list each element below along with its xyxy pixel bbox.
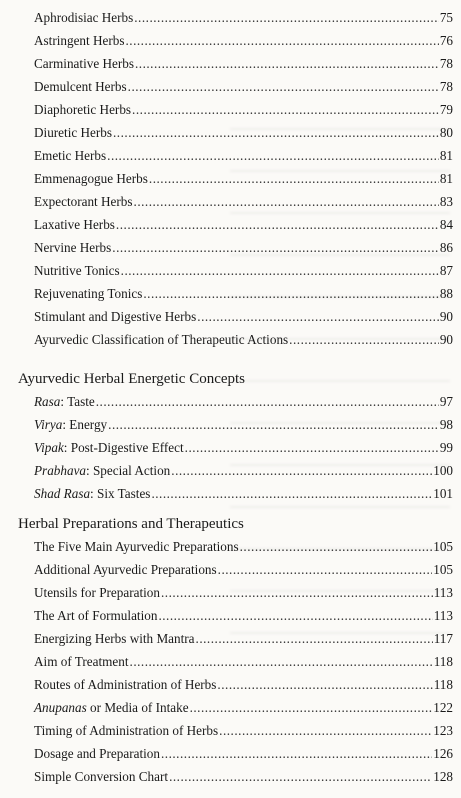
toc-entry-label-text: Rejuvenating Tonics <box>34 286 143 301</box>
toc-entry[interactable] <box>34 286 453 302</box>
dot-leader <box>132 102 439 118</box>
toc-entry-label <box>34 194 133 210</box>
toc-entry-label-text: Stimulant and Digestive Herbs <box>34 309 197 324</box>
page-number: 105 <box>433 539 453 554</box>
page-number: 101 <box>433 486 453 501</box>
toc-entry[interactable] <box>34 171 453 187</box>
page-number: 118 <box>433 677 453 692</box>
dot-leader <box>134 194 439 210</box>
toc-entry-label <box>34 125 112 141</box>
dot-leader <box>149 171 439 187</box>
dot-leader <box>161 585 433 601</box>
toc-entry-label-text: Emmenagogue Herbs <box>34 171 148 186</box>
toc-entry-label-suffix: : Special Action <box>86 463 171 478</box>
toc-entry-label-text: Laxative Herbs <box>34 217 115 232</box>
toc-entry-label <box>34 631 195 647</box>
toc-entry[interactable] <box>34 417 453 433</box>
page-number: 86 <box>439 240 453 255</box>
page-number: 126 <box>433 746 453 761</box>
page-number: 128 <box>433 769 453 784</box>
toc-entry-label <box>34 440 184 456</box>
toc-entry-label <box>34 723 218 739</box>
toc-entry-label-text: Astringent Herbs <box>34 33 125 48</box>
dot-leader <box>218 562 433 578</box>
toc-entry-label <box>34 746 160 762</box>
toc-entry-label-italic: Shad Rasa <box>34 486 91 501</box>
toc-entry[interactable] <box>34 440 453 456</box>
toc-entry-label-text: Diaphoretic Herbs <box>34 102 132 117</box>
dot-leader <box>108 417 439 433</box>
toc-entry-label-text: Routes of Administration of Herbs <box>34 677 217 692</box>
page-number: 98 <box>439 417 453 432</box>
dot-leader <box>116 217 439 233</box>
toc-entry-label <box>34 148 106 164</box>
toc-entry-label-suffix: : Six Tastes <box>90 486 151 501</box>
toc-entry-label-text: Additional Ayurvedic Preparations <box>34 562 217 577</box>
toc-entry-label-suffix: : Taste <box>60 394 95 409</box>
toc-entry-label-text: Aim of Treatment <box>34 654 129 669</box>
toc-entry[interactable] <box>34 677 453 693</box>
toc-entry-label-text: Expectorant Herbs <box>34 194 133 209</box>
toc-entry-label-text: Nervine Herbs <box>34 240 112 255</box>
page-number: 80 <box>439 125 453 140</box>
toc-entry[interactable] <box>34 263 453 279</box>
toc-entry-label-text: Diuretic Herbs <box>34 125 112 140</box>
toc-entry-label <box>34 33 124 49</box>
toc-entry-label-text: Simple Conversion Chart <box>34 769 169 784</box>
toc-entry-label <box>34 10 133 26</box>
page-number: 81 <box>439 171 453 186</box>
dot-leader <box>169 769 432 785</box>
toc-entry-label-suffix: or Media of Intake <box>86 700 189 715</box>
toc-entry-label <box>34 700 189 716</box>
page-number: 75 <box>439 10 453 25</box>
dot-leader <box>171 463 432 479</box>
dot-leader <box>217 677 432 693</box>
page-number: 78 <box>439 56 453 71</box>
page-number: 123 <box>433 723 453 738</box>
dot-leader <box>143 286 438 302</box>
dot-leader <box>125 33 438 49</box>
toc-entry-label <box>34 240 111 256</box>
toc-entry-label-text: Aphrodisiac Herbs <box>34 10 134 25</box>
dot-leader <box>134 10 439 26</box>
dot-leader <box>240 539 433 555</box>
dot-leader <box>113 125 439 141</box>
toc-entry[interactable] <box>34 240 453 256</box>
toc-entry-label-suffix: : Post-Digestive Effect <box>63 440 184 455</box>
toc-entry[interactable] <box>34 486 453 502</box>
toc-entry-label-italic: Anupanas <box>34 700 87 715</box>
page-number: 122 <box>433 700 453 715</box>
toc-entry[interactable] <box>34 654 453 670</box>
toc-entry-label-text: Carminative Herbs <box>34 56 134 71</box>
dot-leader <box>185 440 439 456</box>
toc-entry-label-italic: Prabhava <box>34 463 87 478</box>
toc-entry[interactable] <box>34 56 453 72</box>
toc-entry-label-italic: Virya <box>34 417 63 432</box>
toc-entry-label-text: The Five Main Ayurvedic Preparations <box>34 539 239 554</box>
toc-entry[interactable] <box>34 102 453 118</box>
toc-entry[interactable] <box>34 585 453 601</box>
toc-entry-label <box>34 539 239 555</box>
toc-entry[interactable] <box>34 309 453 325</box>
page-number: 84 <box>439 217 453 232</box>
dot-leader <box>161 746 432 762</box>
toc-entry-label <box>34 677 216 693</box>
dot-leader <box>112 240 439 256</box>
toc-entry-label <box>34 585 160 601</box>
toc-entry-label <box>34 309 196 325</box>
page-number: 118 <box>433 654 453 669</box>
toc-entry-label <box>34 486 150 502</box>
toc-entry[interactable] <box>34 125 453 141</box>
toc-entry[interactable] <box>34 746 453 762</box>
dot-leader <box>128 79 439 95</box>
page-number: 87 <box>439 263 453 278</box>
toc-entry[interactable] <box>34 148 453 164</box>
toc-entry-label <box>34 286 142 302</box>
toc-entry-label-text: The Art of Formulation <box>34 608 158 623</box>
page-number: 83 <box>439 194 453 209</box>
toc-entry-label-text: Emetic Herbs <box>34 148 107 163</box>
toc-entry-label-text: Energizing Herbs with Mantra <box>34 631 195 646</box>
toc-entry-label-suffix: : Energy <box>62 417 108 432</box>
toc-entry-label <box>34 608 157 624</box>
toc-entry-label-italic: Vipak <box>34 440 64 455</box>
toc-entry-label <box>34 79 127 95</box>
toc-entry-label <box>34 332 288 348</box>
toc-entry[interactable] <box>34 700 453 716</box>
page-number: 81 <box>439 148 453 163</box>
page-number: 90 <box>439 309 453 324</box>
toc-entry[interactable] <box>34 723 453 739</box>
toc-entry-label <box>34 263 120 279</box>
page-number: 99 <box>439 440 453 455</box>
dot-leader <box>130 654 433 670</box>
page-number: 76 <box>439 33 453 48</box>
toc-entry[interactable] <box>34 463 453 479</box>
toc-entry-label <box>34 102 131 118</box>
dot-leader <box>96 394 439 410</box>
toc-entry[interactable] <box>34 608 453 624</box>
toc-entry[interactable] <box>34 194 453 210</box>
dot-leader <box>190 700 433 716</box>
section-heading: Herbal Preparations and Therapeutics <box>18 516 244 532</box>
page-number: 90 <box>439 332 453 347</box>
dot-leader <box>121 263 439 279</box>
dot-leader <box>158 608 432 624</box>
toc-entry-label <box>34 394 95 410</box>
page-number: 100 <box>433 463 453 478</box>
toc-entry[interactable] <box>34 769 453 785</box>
dot-leader <box>196 631 433 647</box>
page-number: 113 <box>433 585 453 600</box>
dot-leader <box>107 148 439 164</box>
page-number: 113 <box>433 608 453 623</box>
page-number: 79 <box>439 102 453 117</box>
toc-entry-label-text: Nutritive Tonics <box>34 263 120 278</box>
toc-entry-label-text: Timing of Administration of Herbs <box>34 723 219 738</box>
section-heading: Ayurvedic Herbal Energetic Concepts <box>18 371 246 387</box>
dot-leader <box>151 486 432 502</box>
toc-entry-label <box>34 171 148 187</box>
toc-entry[interactable] <box>34 394 453 410</box>
toc-entry-label <box>34 654 129 670</box>
toc-entry-label-italic: Rasa <box>34 394 61 409</box>
page-number: 88 <box>439 286 453 301</box>
page-number: 78 <box>439 79 453 94</box>
toc-entry-label <box>34 217 115 233</box>
toc-entry[interactable] <box>34 79 453 95</box>
toc-entry[interactable] <box>34 217 453 233</box>
toc-entry[interactable] <box>34 33 453 49</box>
toc-entry-label <box>34 562 217 578</box>
toc-entry-label-text: Dosage and Preparation <box>34 746 160 761</box>
dot-leader <box>219 723 432 739</box>
dot-leader <box>197 309 439 325</box>
toc-entry-label-text: Demulcent Herbs <box>34 79 127 94</box>
dot-leader <box>135 56 439 72</box>
toc-entry[interactable] <box>34 631 453 647</box>
toc-entry-label <box>34 417 107 433</box>
page-number: 97 <box>439 394 453 409</box>
toc-entry[interactable] <box>34 539 453 555</box>
page-number: 105 <box>433 562 453 577</box>
toc-entry[interactable] <box>34 562 453 578</box>
toc-entry-label <box>34 769 168 785</box>
dot-leader <box>289 332 439 348</box>
toc-entry-label <box>34 56 134 72</box>
toc-entry[interactable] <box>34 10 453 26</box>
toc-entry[interactable] <box>34 332 453 348</box>
toc-entry-label-text: Utensils for Preparation <box>34 585 160 600</box>
toc-entry-label <box>34 463 170 479</box>
toc-entry-label-text: Ayurvedic Classification of Therapeutic Actions <box>34 332 289 347</box>
page-number: 117 <box>433 631 453 646</box>
